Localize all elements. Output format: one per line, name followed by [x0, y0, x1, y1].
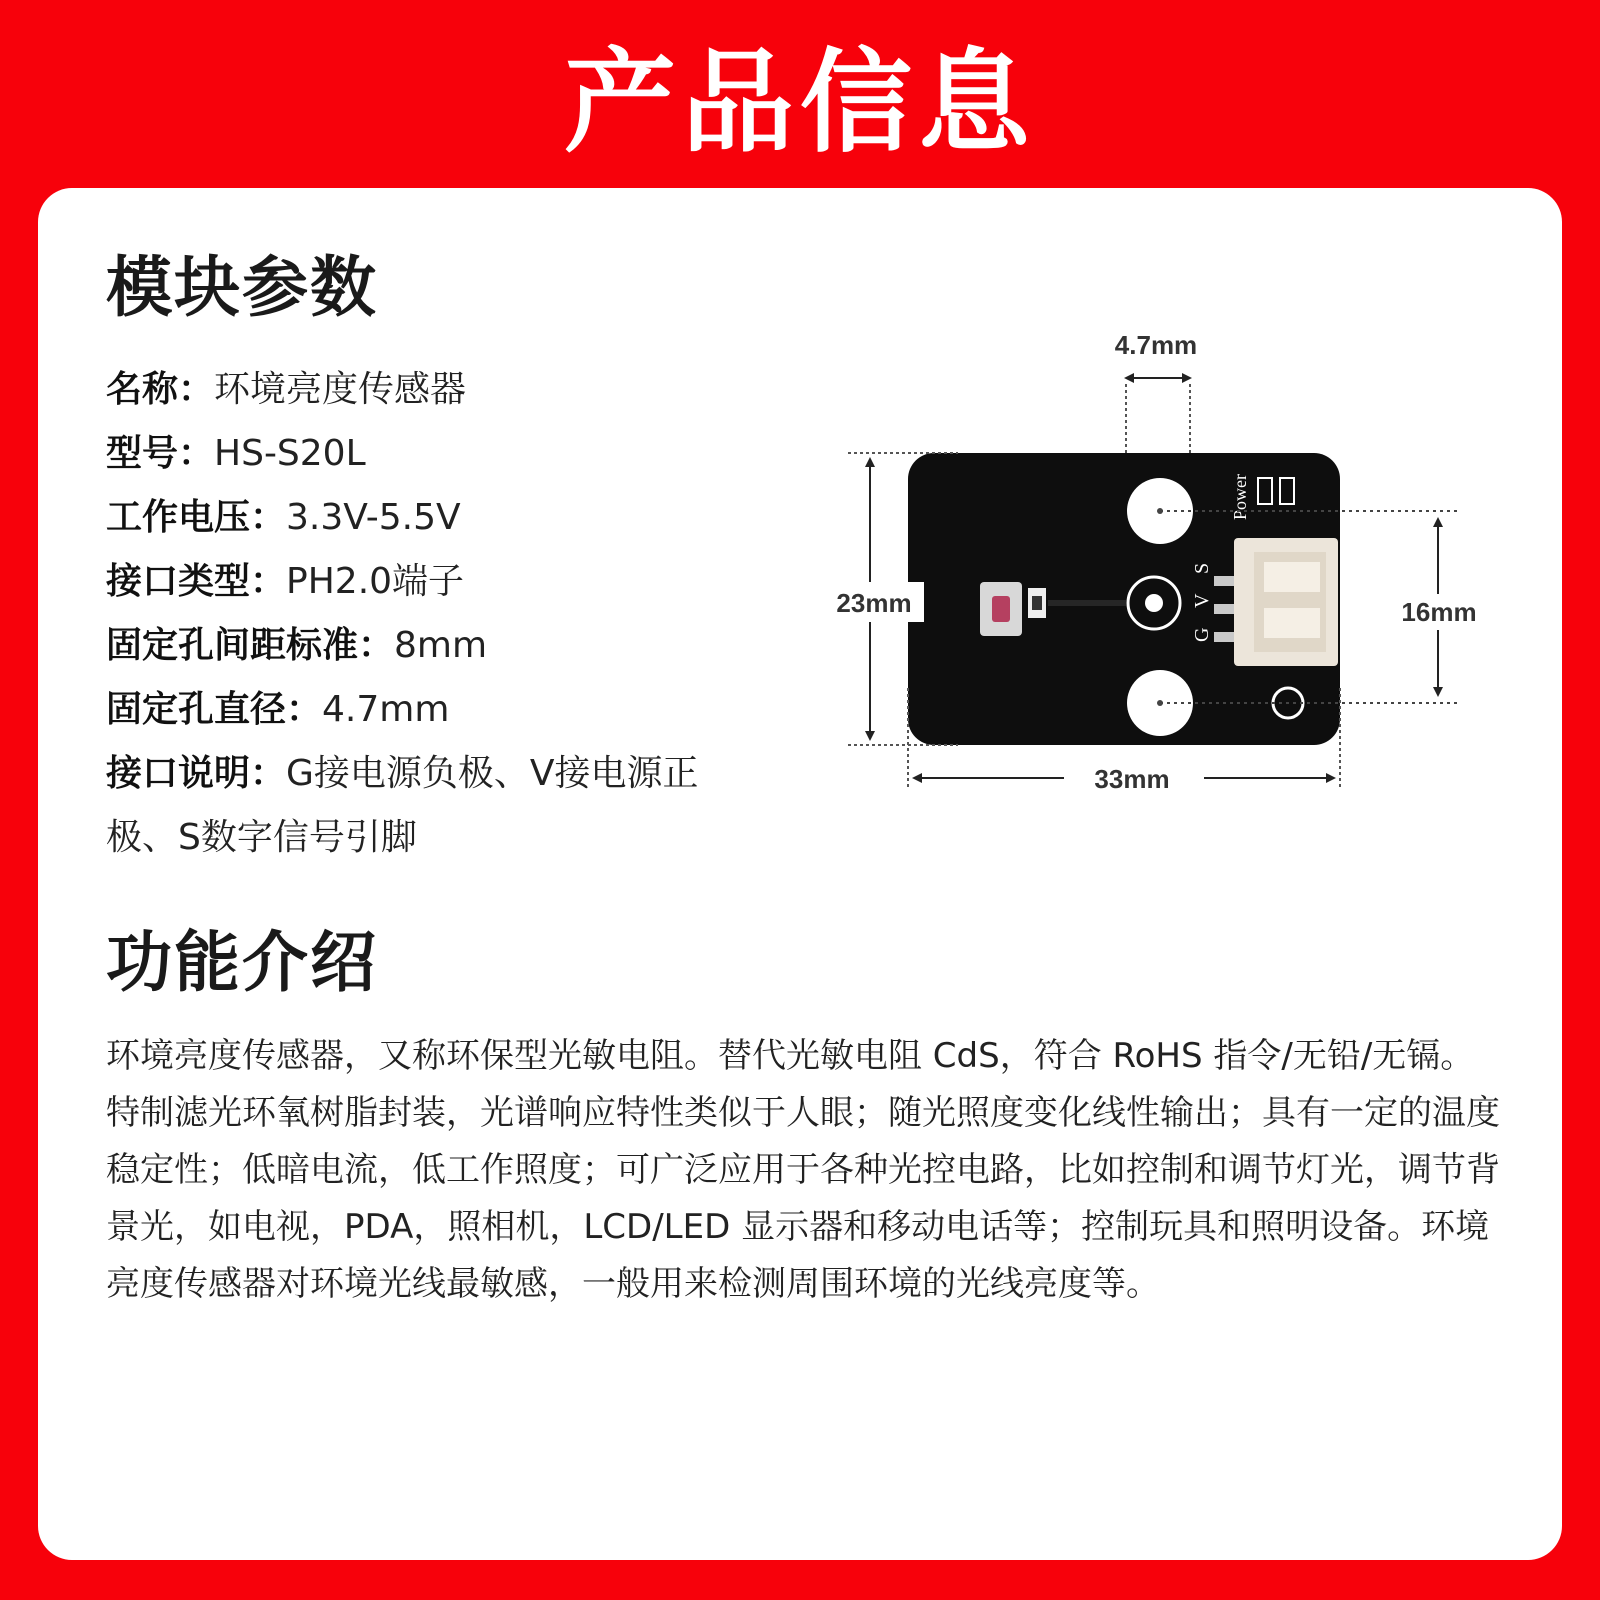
param-row-interface: [106, 550, 746, 614]
intro-title-text: 功能介绍: [106, 924, 378, 1001]
hole-diameter-label: 4.7mm: [1114, 330, 1198, 360]
arrowhead-icon: [865, 731, 875, 741]
content-card: [38, 188, 1562, 1560]
params-section-title: [106, 248, 378, 328]
arrowhead-icon: [1433, 517, 1443, 527]
intro-section-title: [106, 923, 378, 1003]
hole-spacing-label: 16mm: [1401, 597, 1477, 627]
param-row-pinout: [106, 742, 746, 870]
width-label: 33mm: [1094, 764, 1170, 794]
pin-label-g: G: [1191, 627, 1213, 642]
sun-icon-core: [1145, 594, 1163, 612]
arrowhead-icon: [865, 457, 875, 467]
intro-paragraph: 环境亮度传感器，又称环保型光敏电阻。替代光敏电阻 CdS，符合 RoHS 指令/无铅/无镉。特制滤光环氧树脂封装，光谱响应特性类似于人眼；随光照度变化线性输出；具有一定的温度稳定性；低暗电流，低工作照度；可广泛应用于各种光控电路，比如控制和调节灯光，调节背景光，如电视，PDA，照相机，LCD/LED 显示器和移动电话等；控制玩具和照明设备。环境亮度传感器对环境光线最敏感，一般用来检测周围环境的光线亮度等。: [106, 1036, 1500, 1304]
pin-label-v: V: [1191, 593, 1213, 608]
arrowhead-icon: [1124, 373, 1134, 383]
param-key: 型号：: [106, 433, 215, 474]
param-row-model: [106, 422, 746, 486]
arrowhead-icon: [1326, 773, 1336, 783]
pin-label-s: S: [1191, 562, 1213, 574]
param-value: 4.7mm: [322, 689, 450, 730]
module-dimension-diagram: [798, 318, 1498, 858]
arrowhead-icon: [1182, 373, 1192, 383]
param-key: 接口说明：: [106, 753, 287, 794]
param-row-name: [106, 358, 746, 422]
param-value: 8mm: [394, 625, 488, 666]
param-key: 工作电压：: [106, 497, 287, 538]
param-row-voltage: [106, 486, 746, 550]
params-title-text: 模块参数: [106, 249, 378, 326]
param-key: 固定孔间距标准：: [106, 625, 395, 666]
smd-resistor-body: [1032, 596, 1042, 610]
connector-latch: [1264, 608, 1320, 638]
arrowhead-icon: [912, 773, 922, 783]
param-value: 环境亮度传感器: [214, 369, 467, 410]
param-row-hole-diameter: [106, 678, 746, 742]
height-label: 23mm: [836, 588, 912, 618]
param-value: HS-S20L: [214, 433, 366, 474]
connector-latch: [1264, 562, 1320, 592]
params-list: [106, 358, 746, 870]
power-silkscreen: Power: [1230, 474, 1250, 520]
param-key: 接口类型：: [106, 561, 287, 602]
param-key: 名称：: [106, 369, 215, 410]
arrowhead-icon: [1433, 687, 1443, 697]
param-row-hole-spacing: [106, 614, 746, 678]
param-value: PH2.0端子: [286, 561, 465, 602]
param-key: 固定孔直径：: [106, 689, 323, 730]
param-value: 3.3V-5.5V: [286, 497, 461, 538]
sensor-window: [992, 596, 1010, 622]
page-title: 产品信息: [564, 38, 1036, 168]
param-value: G接电源负极、V接电源正极、S数字信号引脚: [106, 753, 699, 858]
